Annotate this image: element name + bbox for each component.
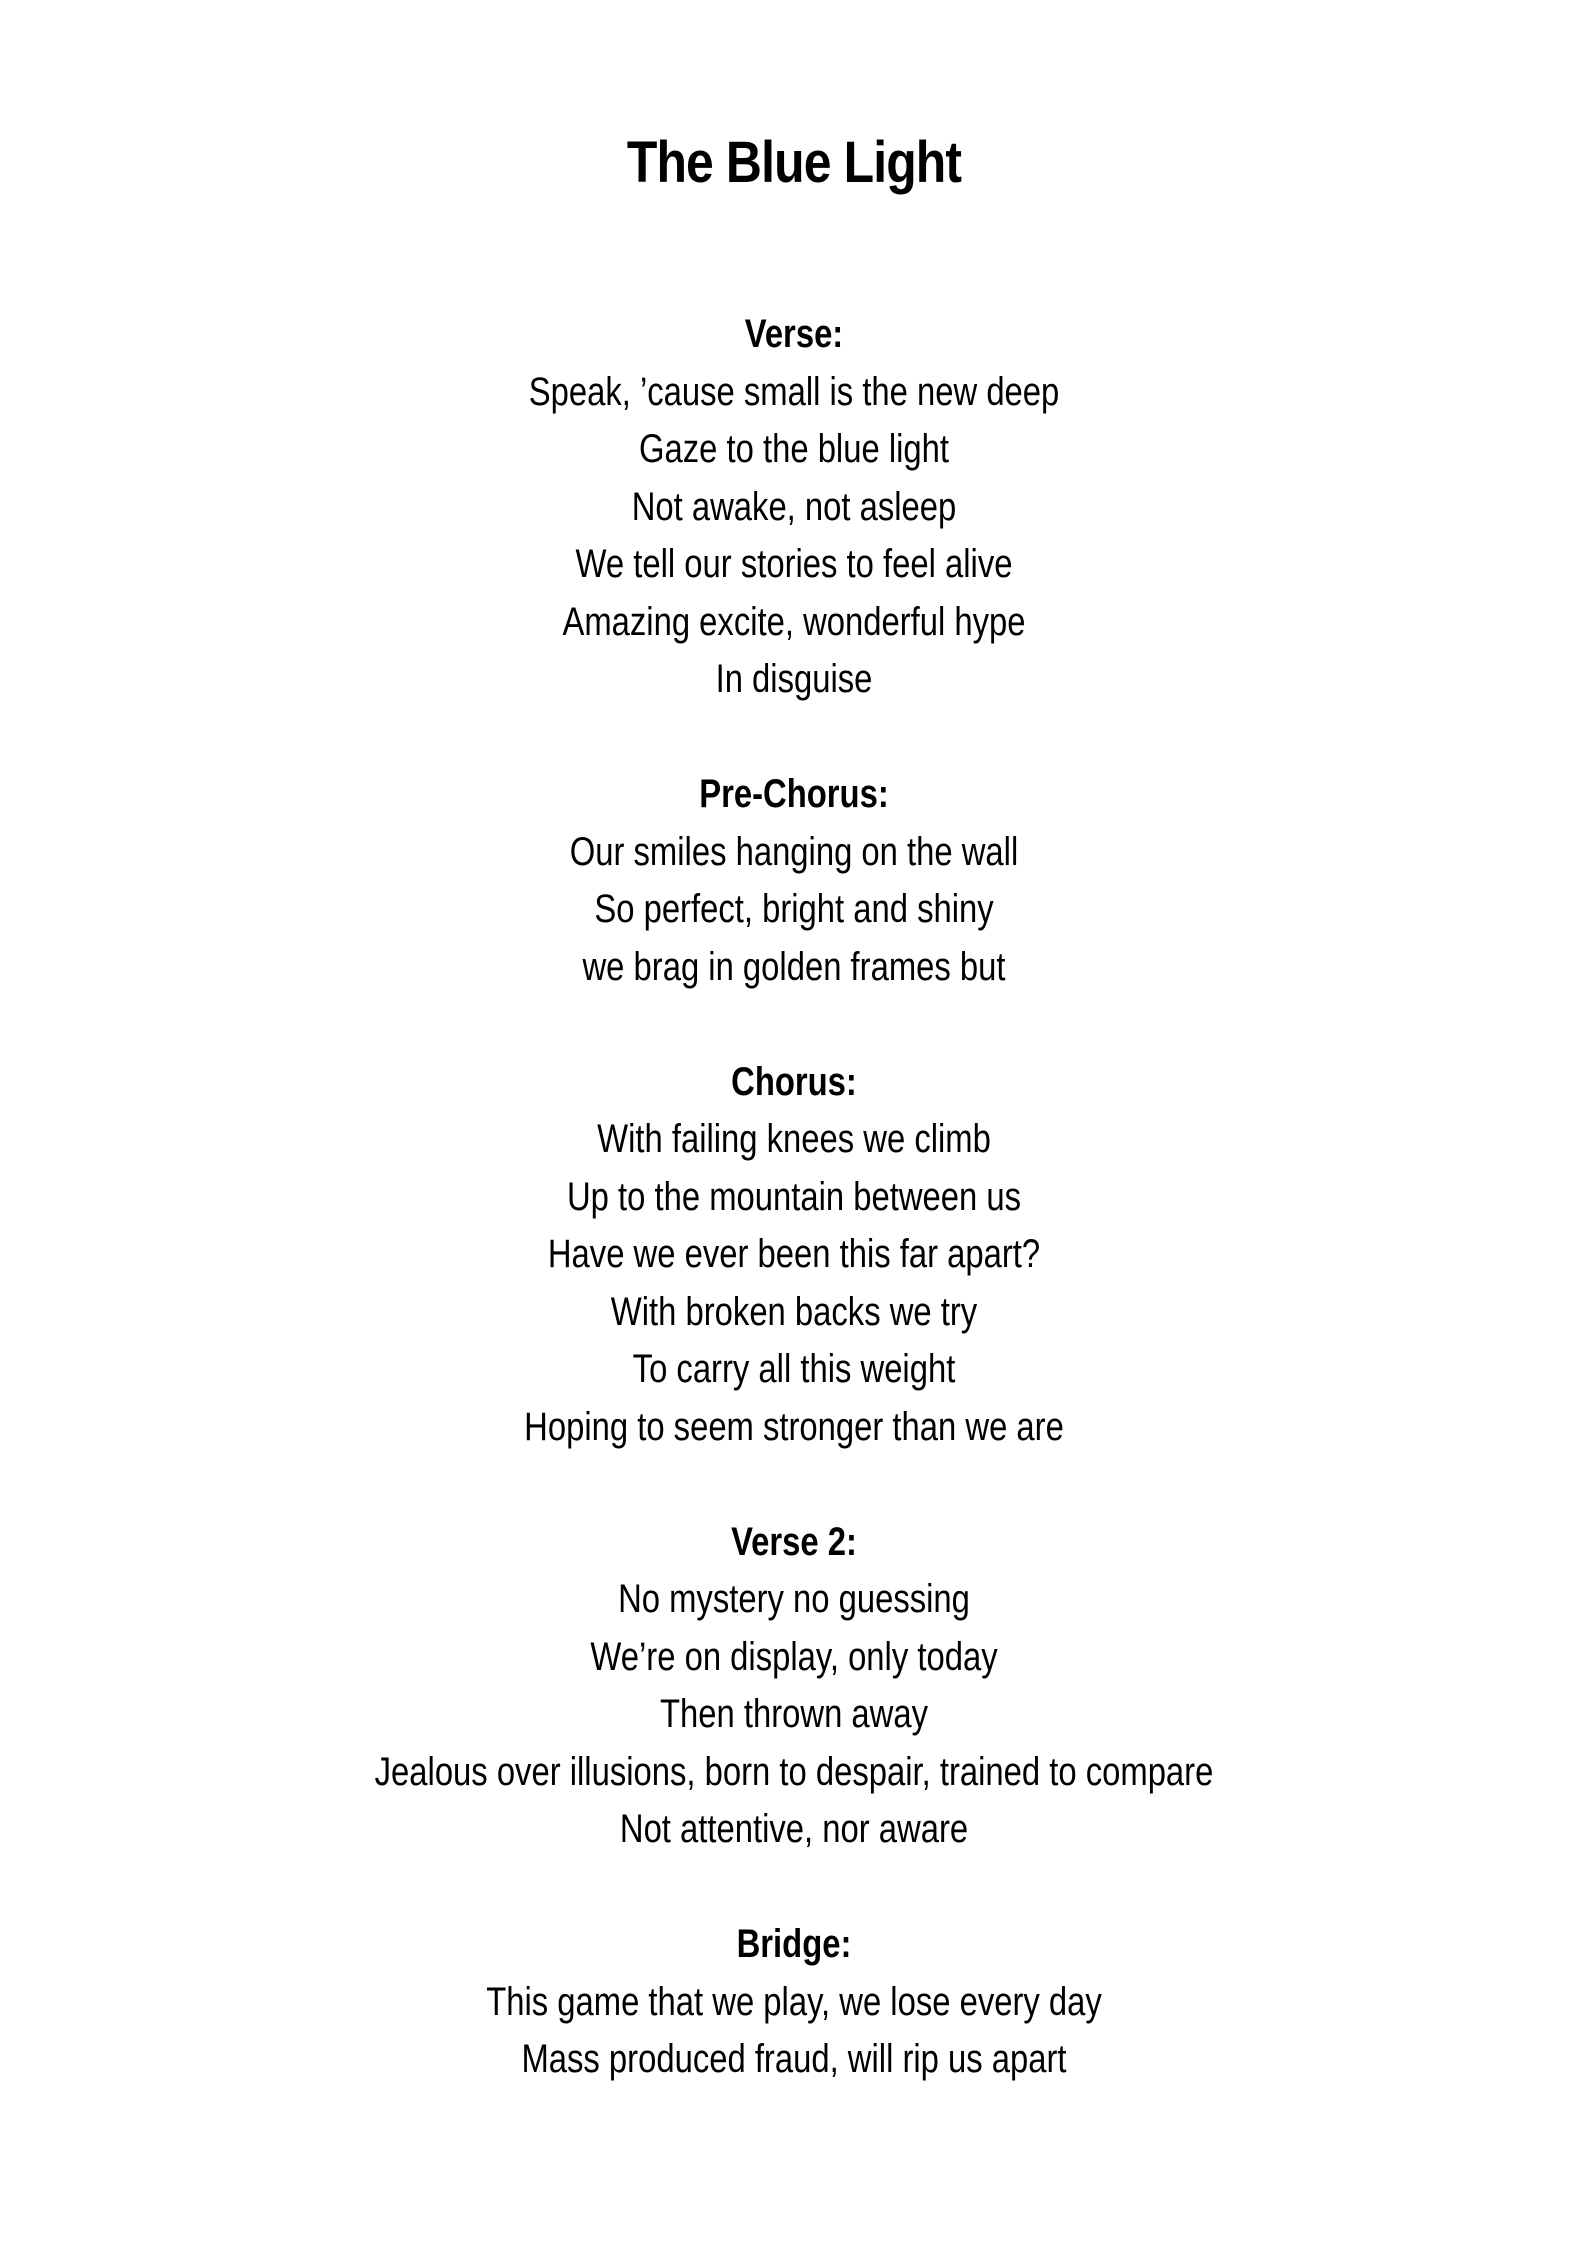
section-bridge (0, 1916, 1588, 2089)
lyric-line: Jealous over illusions, born to despair, trained to compare (374, 1749, 1214, 1794)
lyric-line: This game that we play, we lose every day (486, 1979, 1102, 2024)
lyric-line: With failing knees we climb (597, 1117, 991, 1161)
section-pre-chorus (0, 766, 1588, 996)
lyric-line: Mass produced fraud, will rip us apart (521, 2037, 1067, 2081)
lyric-line: No mystery no guessing (618, 1577, 970, 1621)
lyrics-body (0, 306, 1588, 2146)
section-chorus (0, 1054, 1588, 1457)
section-heading: Chorus: (731, 1059, 857, 1104)
section-verse (0, 306, 1588, 709)
section-verse-2 (0, 1514, 1588, 1859)
lyric-line: Not attentive, nor aware (619, 1807, 969, 1851)
lyric-line: Not awake, not asleep (631, 484, 957, 529)
page-title: The Blue Light (626, 130, 962, 195)
section-heading: Bridge: (736, 1922, 852, 1966)
section-heading: Verse 2: (731, 1519, 857, 1564)
lyric-line: Gaze to the blue light (639, 427, 949, 471)
lyric-line: We tell our stories to feel alive (575, 542, 1013, 586)
lyric-line: we brag in golden frames but (582, 944, 1006, 989)
lyric-line: Hoping to seem stronger than we are (524, 1404, 1064, 1449)
lyric-line: So perfect, bright and shiny (594, 887, 994, 931)
lyric-line: Speak, ’cause small is the new deep (528, 369, 1060, 414)
lyric-line: We’re on display, only today (590, 1634, 998, 1679)
lyric-line: To carry all this weight (632, 1347, 956, 1391)
section-heading: Pre-Chorus: (699, 772, 889, 816)
lyric-line: With broken backs we try (610, 1289, 978, 1334)
lyric-line: Then thrown away (659, 1692, 929, 1736)
lyric-line: Up to the mountain between us (566, 1174, 1022, 1219)
lyric-line: In disguise (715, 657, 873, 701)
lyric-line: Have we ever been this far apart? (547, 1232, 1041, 1276)
lyric-line: Amazing excite, wonderful hype (562, 599, 1026, 644)
lyric-line: Our smiles hanging on the wall (569, 829, 1019, 874)
section-heading: Verse: (744, 312, 844, 356)
